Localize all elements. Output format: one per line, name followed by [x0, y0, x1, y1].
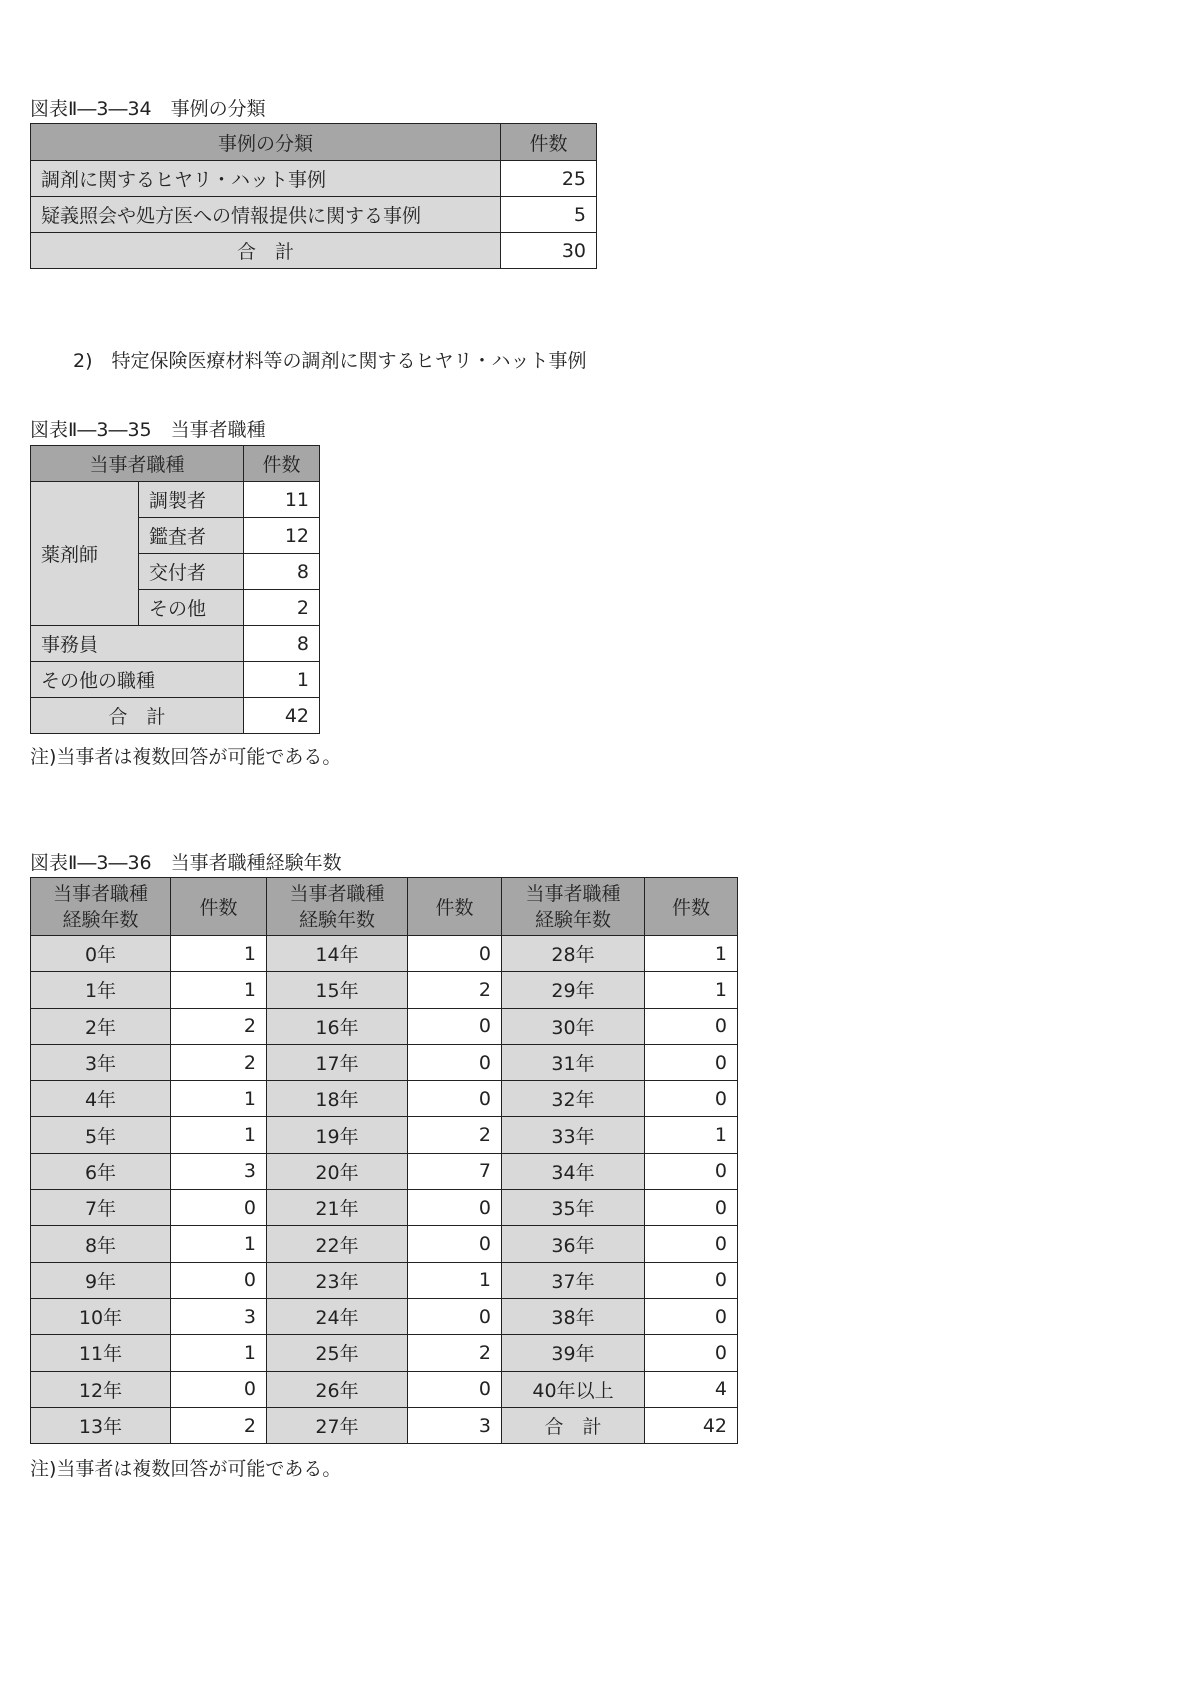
row-count: 25 — [501, 161, 597, 197]
group-pharmacist: 薬剤師 — [31, 482, 139, 626]
count-cell: 2 — [408, 1117, 502, 1153]
occupation-table — [30, 445, 320, 734]
row-label: 事務員 — [31, 626, 244, 662]
total-count: 42 — [645, 1407, 738, 1443]
row-count: 5 — [501, 197, 597, 233]
table35-note: 注)当事者は複数回答が可能である。 — [30, 746, 342, 768]
header-line2: 経験年数 — [298, 908, 375, 931]
header-line2: 経験年数 — [62, 908, 139, 931]
years-cell: 5年 — [31, 1117, 171, 1153]
row-label: 調製者 — [139, 482, 244, 518]
years-cell: 14年 — [267, 936, 408, 972]
count-cell: 1 — [171, 1081, 267, 1117]
section-heading: 2) 特定保険医療材料等の調剤に関するヒヤリ・ハット事例 — [73, 350, 587, 372]
table-row — [31, 482, 320, 518]
count-cell: 7 — [408, 1153, 502, 1189]
row-count: 11 — [244, 482, 320, 518]
table-row — [31, 1081, 738, 1117]
years-cell: 10年 — [31, 1298, 171, 1334]
total-count: 30 — [501, 233, 597, 269]
count-cell: 1 — [645, 972, 738, 1008]
years-cell: 3年 — [31, 1044, 171, 1080]
years-cell: 9年 — [31, 1262, 171, 1298]
years-cell: 17年 — [267, 1044, 408, 1080]
table36-title: 図表Ⅱ―3―36 当事者職種経験年数 — [30, 852, 342, 874]
table-row — [31, 1335, 738, 1371]
count-cell: 0 — [645, 1298, 738, 1334]
header-line2: 経験年数 — [534, 908, 611, 931]
years-cell: 28年 — [502, 936, 645, 972]
total-label: 合 計 — [31, 698, 244, 734]
count-cell: 0 — [645, 1008, 738, 1044]
experience-years-table — [30, 877, 738, 1444]
table-row — [31, 1190, 738, 1226]
table-row — [31, 1044, 738, 1080]
years-cell: 36年 — [502, 1226, 645, 1262]
years-cell: 11年 — [31, 1335, 171, 1371]
row-count: 8 — [244, 626, 320, 662]
years-cell: 16年 — [267, 1008, 408, 1044]
header-experience-years — [31, 878, 171, 936]
count-cell: 3 — [408, 1407, 502, 1443]
count-cell: 0 — [408, 1226, 502, 1262]
table34-title: 図表Ⅱ―3―34 事例の分類 — [30, 98, 266, 120]
header-classification: 事例の分類 — [31, 124, 501, 161]
header-line1: 当事者職種 — [52, 882, 148, 905]
total-label: 合 計 — [31, 233, 501, 269]
years-cell: 33年 — [502, 1117, 645, 1153]
count-cell: 0 — [645, 1190, 738, 1226]
count-cell: 0 — [645, 1153, 738, 1189]
table-row — [31, 1008, 738, 1044]
years-cell: 39年 — [502, 1335, 645, 1371]
count-cell: 0 — [408, 1081, 502, 1117]
header-occupation: 当事者職種 — [31, 446, 244, 482]
years-cell: 2年 — [31, 1008, 171, 1044]
years-cell: 37年 — [502, 1262, 645, 1298]
years-cell: 19年 — [267, 1117, 408, 1153]
count-cell: 1 — [171, 1226, 267, 1262]
table-row — [31, 1262, 738, 1298]
count-cell: 1 — [408, 1262, 502, 1298]
table-row — [31, 1298, 738, 1334]
row-count: 12 — [244, 518, 320, 554]
case-classification-table — [30, 123, 597, 269]
table36-note: 注)当事者は複数回答が可能である。 — [30, 1458, 342, 1480]
table-row — [31, 1407, 738, 1443]
count-cell: 0 — [645, 1335, 738, 1371]
count-cell: 0 — [408, 1044, 502, 1080]
years-cell: 22年 — [267, 1226, 408, 1262]
years-cell: 27年 — [267, 1407, 408, 1443]
count-cell: 1 — [171, 1335, 267, 1371]
table-row — [31, 662, 320, 698]
years-cell: 7年 — [31, 1190, 171, 1226]
count-cell: 0 — [408, 1371, 502, 1407]
years-cell: 4年 — [31, 1081, 171, 1117]
header-line1: 当事者職種 — [289, 882, 385, 905]
total-row — [31, 698, 320, 734]
table-row — [31, 626, 320, 662]
count-cell: 4 — [645, 1371, 738, 1407]
years-cell: 0年 — [31, 936, 171, 972]
count-cell: 0 — [408, 1190, 502, 1226]
table35-title: 図表Ⅱ―3―35 当事者職種 — [30, 419, 266, 441]
years-cell: 20年 — [267, 1153, 408, 1189]
count-cell: 0 — [408, 1298, 502, 1334]
years-cell: 26年 — [267, 1371, 408, 1407]
count-cell: 0 — [408, 936, 502, 972]
count-cell: 1 — [171, 972, 267, 1008]
count-cell: 2 — [171, 1008, 267, 1044]
table-row — [31, 1153, 738, 1189]
table-row — [31, 197, 597, 233]
years-cell: 25年 — [267, 1335, 408, 1371]
row-count: 8 — [244, 554, 320, 590]
years-cell: 15年 — [267, 972, 408, 1008]
years-cell: 31年 — [502, 1044, 645, 1080]
header-line1: 当事者職種 — [525, 882, 621, 905]
years-cell: 24年 — [267, 1298, 408, 1334]
years-cell: 38年 — [502, 1298, 645, 1334]
count-cell: 0 — [408, 1008, 502, 1044]
years-cell: 1年 — [31, 972, 171, 1008]
count-cell: 3 — [171, 1298, 267, 1334]
count-cell: 1 — [171, 936, 267, 972]
count-cell: 0 — [645, 1081, 738, 1117]
header-experience-years — [267, 878, 408, 936]
count-cell: 0 — [171, 1190, 267, 1226]
table-row — [31, 972, 738, 1008]
row-label: その他の職種 — [31, 662, 244, 698]
count-cell: 1 — [645, 936, 738, 972]
total-row — [31, 233, 597, 269]
header-count: 件数 — [244, 446, 320, 482]
count-cell: 0 — [171, 1371, 267, 1407]
header-count: 件数 — [408, 878, 502, 936]
header-count: 件数 — [171, 878, 267, 936]
row-count: 2 — [244, 590, 320, 626]
count-cell: 0 — [645, 1226, 738, 1262]
table-row — [31, 161, 597, 197]
years-cell: 8年 — [31, 1226, 171, 1262]
years-cell: 13年 — [31, 1407, 171, 1443]
total-count: 42 — [244, 698, 320, 734]
count-cell: 3 — [171, 1153, 267, 1189]
row-label: 交付者 — [139, 554, 244, 590]
years-cell: 30年 — [502, 1008, 645, 1044]
count-cell: 1 — [645, 1117, 738, 1153]
count-cell: 2 — [171, 1044, 267, 1080]
header-experience-years — [502, 878, 645, 936]
table-row — [31, 1226, 738, 1262]
count-cell: 1 — [171, 1117, 267, 1153]
header-count: 件数 — [501, 124, 597, 161]
years-cell: 40年以上 — [502, 1371, 645, 1407]
count-cell: 2 — [408, 972, 502, 1008]
header-count: 件数 — [645, 878, 738, 936]
years-cell: 34年 — [502, 1153, 645, 1189]
count-cell: 0 — [645, 1044, 738, 1080]
row-label: 調剤に関するヒヤリ・ハット事例 — [31, 161, 501, 197]
years-cell: 6年 — [31, 1153, 171, 1189]
count-cell: 0 — [645, 1262, 738, 1298]
row-label: 疑義照会や処方医への情報提供に関する事例 — [31, 197, 501, 233]
count-cell: 2 — [171, 1407, 267, 1443]
row-count: 1 — [244, 662, 320, 698]
years-cell: 35年 — [502, 1190, 645, 1226]
row-label: 鑑査者 — [139, 518, 244, 554]
total-label: 合 計 — [502, 1407, 645, 1443]
years-cell: 12年 — [31, 1371, 171, 1407]
years-cell: 32年 — [502, 1081, 645, 1117]
count-cell: 0 — [171, 1262, 267, 1298]
row-label: その他 — [139, 590, 244, 626]
table-row — [31, 936, 738, 972]
years-cell: 23年 — [267, 1262, 408, 1298]
years-cell: 18年 — [267, 1081, 408, 1117]
table-row — [31, 1371, 738, 1407]
years-cell: 21年 — [267, 1190, 408, 1226]
table-row — [31, 1117, 738, 1153]
count-cell: 2 — [408, 1335, 502, 1371]
years-cell: 29年 — [502, 972, 645, 1008]
